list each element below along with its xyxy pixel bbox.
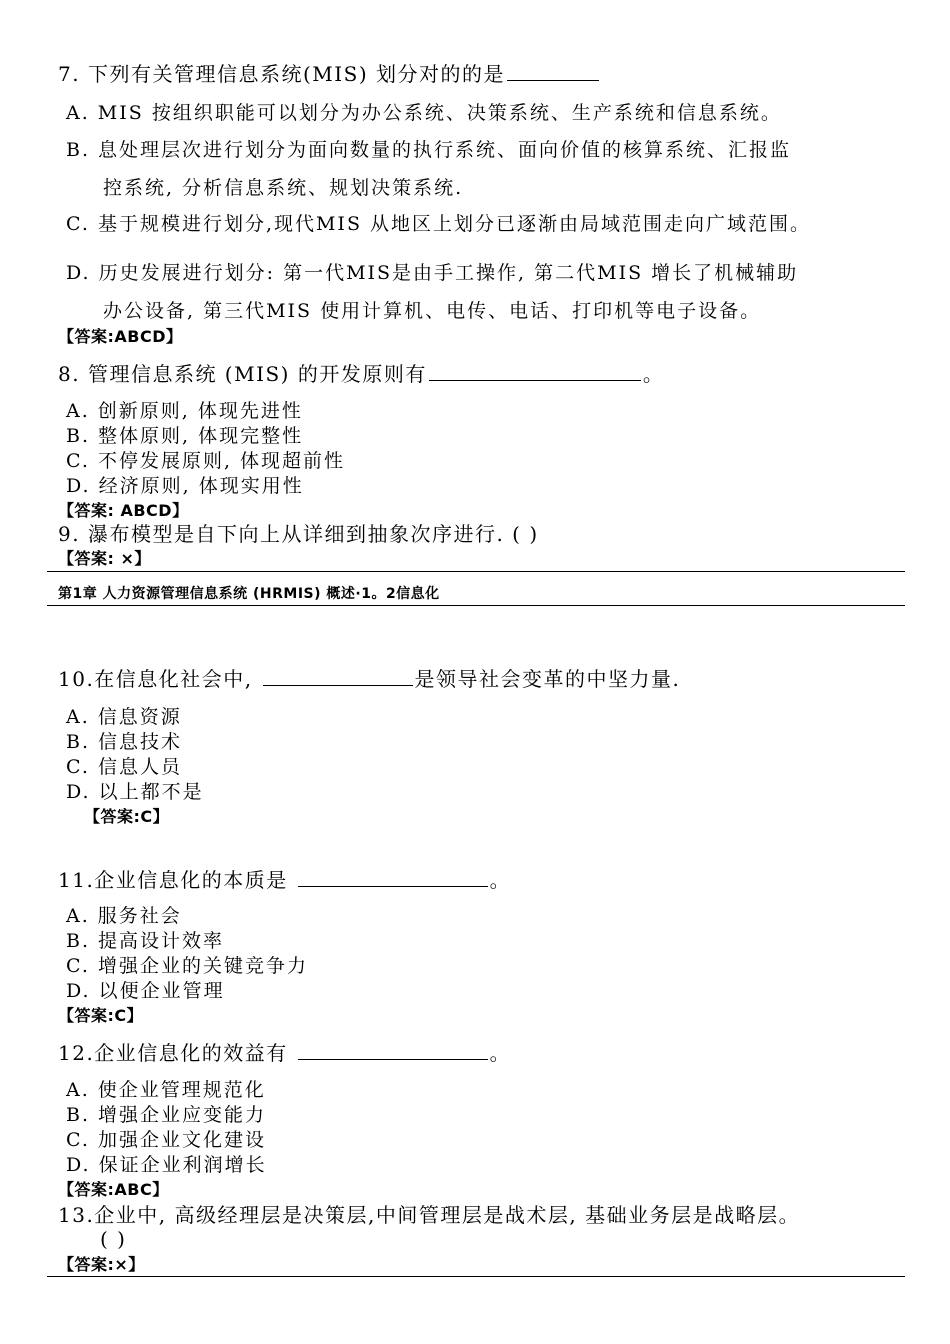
option-a: A. 服务社会 <box>66 905 182 927</box>
answer: 【答案:C】 <box>84 807 170 826</box>
option-b: B. 信息技术 <box>66 731 183 753</box>
option-b: B. 增强企业应变能力 <box>66 1104 267 1126</box>
option-c: C. 增强企业的关键竞争力 <box>66 955 308 977</box>
option-d: D. 保证企业利润增长 <box>66 1154 267 1176</box>
answer: 【答案: ×】 <box>58 549 151 568</box>
answer-blank <box>507 62 599 81</box>
question-12 <box>58 1041 511 1065</box>
answer-blank <box>298 1041 488 1060</box>
answer: 【答案:×】 <box>58 1255 145 1274</box>
question-11 <box>58 868 511 892</box>
answer-blank <box>429 362 641 381</box>
option-d: D. 历史发展进行划分: 第一代MIS是由手工操作, 第二代MIS 增长了机械辅助 <box>66 262 799 284</box>
divider <box>47 1276 905 1277</box>
divider <box>47 605 905 606</box>
answer-blank <box>263 667 413 686</box>
question-8 <box>58 362 664 386</box>
option-c: C. 加强企业文化建设 <box>66 1129 266 1151</box>
question-stem: 8. 管理信息系统 (MIS) 的开发原则有 <box>58 362 427 386</box>
question-stem: 10.在信息化社会中, <box>58 667 261 691</box>
answer: 【答案:ABC】 <box>58 1180 169 1199</box>
option-c: C. 基于规模进行划分,现代MIS 从地区上划分已逐渐由局域范围走向广域范围。 <box>66 213 811 235</box>
option-a: A. MIS 按组织职能可以划分为办公系统、决策系统、生产系统和信息系统。 <box>66 102 782 124</box>
question-end: 。 <box>642 362 665 386</box>
option-a: A. 使企业管理规范化 <box>66 1079 266 1101</box>
answer: 【答案:C】 <box>58 1006 144 1025</box>
question-10 <box>58 667 680 691</box>
option-b: B. 提高设计效率 <box>66 930 225 952</box>
question-end: 是领导社会变革的中坚力量. <box>414 667 681 691</box>
question-end: 。 <box>489 868 512 892</box>
divider <box>47 571 905 572</box>
option-b: B. 息处理层次进行划分为面向数量的执行系统、面向价值的核算系统、汇报监 <box>66 139 792 161</box>
option-d: D. 以上都不是 <box>66 781 204 803</box>
answer: 【答案:ABCD】 <box>58 327 183 346</box>
question-13: 13.企业中, 高级经理层是决策层,中间管理层是战术层, 基础业务层是战略层。 <box>58 1203 801 1227</box>
question-stem: 11.企业信息化的本质是 <box>58 868 296 892</box>
answer-blank <box>298 868 488 887</box>
option-d: D. 以便企业管理 <box>66 980 225 1002</box>
option-a: A. 创新原则, 体现先进性 <box>66 400 303 422</box>
question-7 <box>58 62 601 86</box>
chapter-header: 第1章 人力资源管理信息系统 (HRMIS) 概述·1。2信息化 <box>58 586 440 602</box>
answer: 【答案: ABCD】 <box>58 501 189 520</box>
question-stem: 7. 下列有关管理信息系统(MIS) 划分对的的是 <box>58 62 505 86</box>
question-stem: 12.企业信息化的效益有 <box>58 1041 296 1065</box>
question-9: 9. 瀑布模型是自下向上从详细到抽象次序进行. ( ) <box>58 522 539 546</box>
option-c: C. 不停发展原则, 体现超前性 <box>66 450 346 472</box>
option-b: B. 整体原则, 体现完整性 <box>66 425 304 447</box>
option-b-continued: 控系统, 分析信息系统、规划决策系统. <box>103 177 464 199</box>
option-d-continued: 办公设备, 第三代MIS 使用计算机、电传、电话、打印机等电子设备。 <box>103 300 762 322</box>
question-13-paren: ( ) <box>100 1227 127 1251</box>
option-a: A. 信息资源 <box>66 706 182 728</box>
option-d: D. 经济原则, 体现实用性 <box>66 475 304 497</box>
question-end: 。 <box>489 1041 512 1065</box>
option-c: C. 信息人员 <box>66 756 182 778</box>
